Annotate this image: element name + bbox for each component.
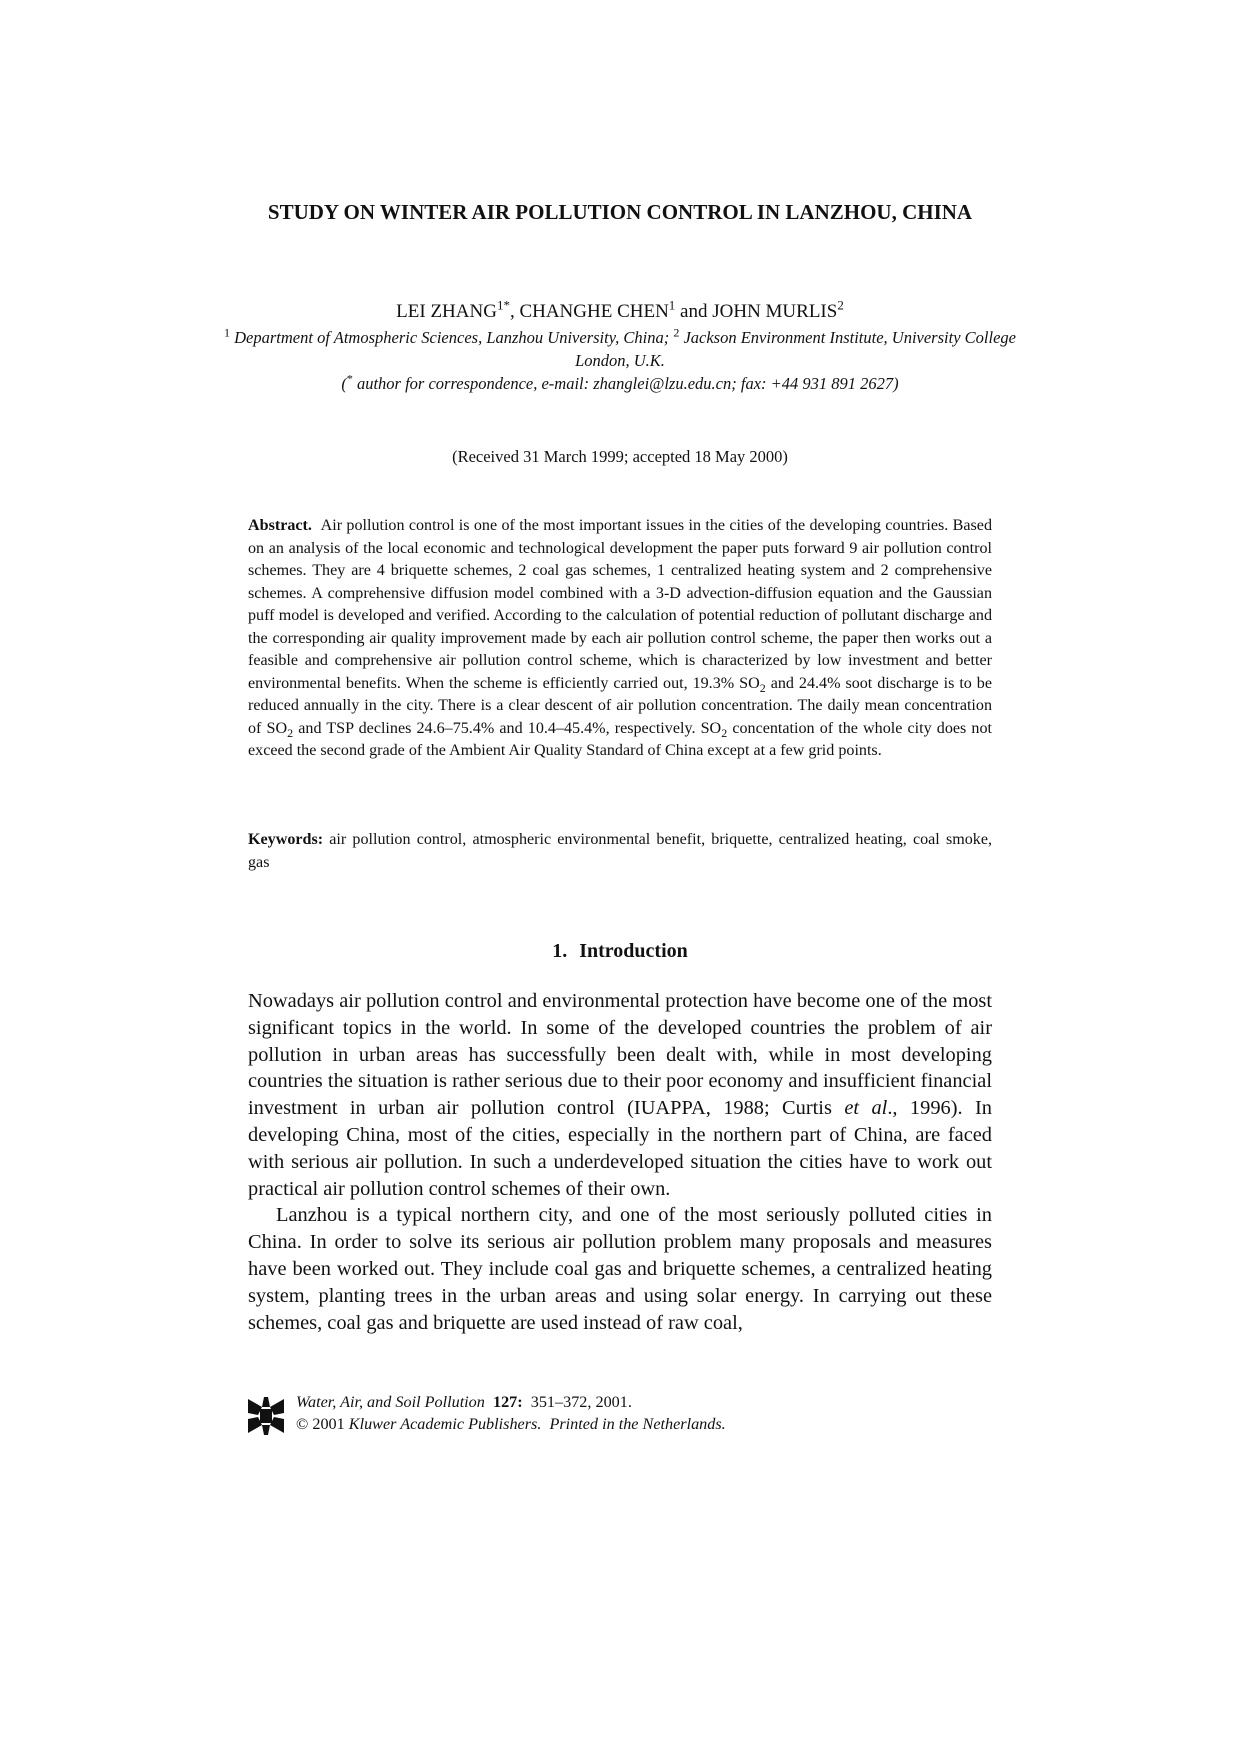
author-affiliation-mark: 1: [668, 297, 676, 313]
affiliation-mark: 2: [673, 325, 680, 340]
paragraph-text: Nowadays air pollution control and environmental protection have become one of the most significant topics in the world. In some of the developed countries the problem of air pollution in urban areas has successfully been dealt with, while in most developing countries the situation is rather serious due to their poor economy and insufficient financial investment in urban air pollution control (IUAPPA, 1988; Curtis: [248, 990, 992, 1120]
author-separator: ,: [509, 301, 520, 322]
abstract-text: Air pollution control is one of the most important issues in the cities of the developing countries. Based on an analysis of the local economic and technological development the paper puts forward 9 air pollution control schemes. They are 4 briquette schemes, 2 coal gas schemes, 1 centralized heating system and 2 comprehensive schemes. A comprehensive diffusion model combined with a 3-D advection-diffusion equation and the Gaussian puff model is developed and verified. According to the calculation of potential reduction of pollutant discharge and the corresponding air quality improvement made by each air pollution control scheme, the paper then works out a feasible and comprehensive air pollution control scheme, which is characterized by low investment and better environmental benefits. When the scheme is efficiently carried out, 19.3% SO: [248, 517, 992, 692]
body-text: [248, 988, 992, 1336]
printed-location: Printed in the Netherlands.: [549, 1415, 726, 1433]
correspondence-mark: *: [346, 371, 353, 386]
affiliation-mark: 1: [224, 325, 231, 340]
journal-citation: [296, 1391, 632, 1413]
publisher-logo-icon: [248, 1395, 284, 1437]
subscript: 2: [287, 725, 294, 740]
author-separator: and: [675, 301, 713, 322]
author-name: CHANGHE CHEN: [519, 301, 669, 322]
abstract-text: and 24.4% soot discharge is to be reduced annually in the city. There is a clear descent of air pollution concentration. The daily mean concentration of SO: [248, 674, 992, 737]
paragraph: Lanzhou is a typical northern city, and one of the most seriously polluted cities in China. In order to solve its serious air pollution problem many proposals and measures have been worked out. They include coal gas and briquette schemes, a centralized heating system, planting trees in the urban areas and using solar energy. In carrying out these schemes, coal gas and briquette are used instead of raw coal,: [248, 1204, 992, 1334]
section-heading: [240, 938, 1000, 964]
abstract-text: and TSP declines 24.6–75.4% and 10.4–45.4%, respectively. SO: [293, 719, 722, 737]
author-list: [200, 297, 1040, 324]
journal-volume: 127:: [492, 1393, 523, 1411]
author-name: JOHN MURLIS: [712, 301, 838, 322]
copyright-line: [296, 1413, 726, 1435]
author-name: LEI ZHANG: [396, 301, 497, 322]
abstract-text: concentation of the whole city does not exceed the second grade of the Ambient Air Quality Standard of China except at a few grid points.: [248, 719, 992, 759]
journal-name: Water, Air, and Soil Pollution: [296, 1393, 485, 1411]
publisher-name: Kluwer Academic Publishers.: [348, 1415, 542, 1433]
subscript: 2: [721, 725, 728, 740]
section-title: Introduction: [579, 940, 688, 962]
journal-pages: 351–372, 2001.: [530, 1393, 632, 1411]
paragraph-text: ., 1996). In developing China, most of the cities, especially in the northern part of China, are faced with serious air pollution. In such a underdeveloped situation the cities have to work out practical air pollution control schemes of their own.: [248, 1097, 992, 1200]
keywords-text: air pollution control, atmospheric environmental benefit, briquette, centralized heating, coal smoke, gas: [248, 831, 992, 871]
author-affiliation-mark: 1*: [496, 297, 510, 313]
paragraph: [248, 988, 992, 1202]
paper-title: STUDY ON WINTER AIR POLLUTION CONTROL IN LANZHOU, CHINA: [267, 200, 973, 224]
affiliations: [200, 326, 1040, 395]
received-dates: (Received 31 March 1999; accepted 18 May 2000): [452, 447, 788, 466]
keywords-label: Keywords:: [248, 831, 324, 848]
section-number: 1.: [552, 940, 568, 962]
keywords: [248, 829, 992, 874]
subscript: 2: [759, 680, 766, 695]
correspondence-text: author for correspondence, e-mail: zhanglei@lzu.edu.cn; fax: +44 931 891 2627): [352, 374, 899, 393]
abstract-label: Abstract.: [248, 517, 312, 534]
citation-etal: et al: [844, 1097, 888, 1120]
affiliation-text: Department of Atmospheric Sciences, Lanzhou University, China;: [230, 328, 674, 347]
journal-footer: [248, 1391, 992, 1443]
copyright: © 2001: [296, 1415, 345, 1433]
abstract: [248, 515, 992, 763]
author-affiliation-mark: 2: [837, 297, 844, 313]
correspondence-open: (: [341, 374, 347, 393]
affiliation-text: Jackson Environment Institute, University College London, U.K.: [575, 328, 1016, 370]
